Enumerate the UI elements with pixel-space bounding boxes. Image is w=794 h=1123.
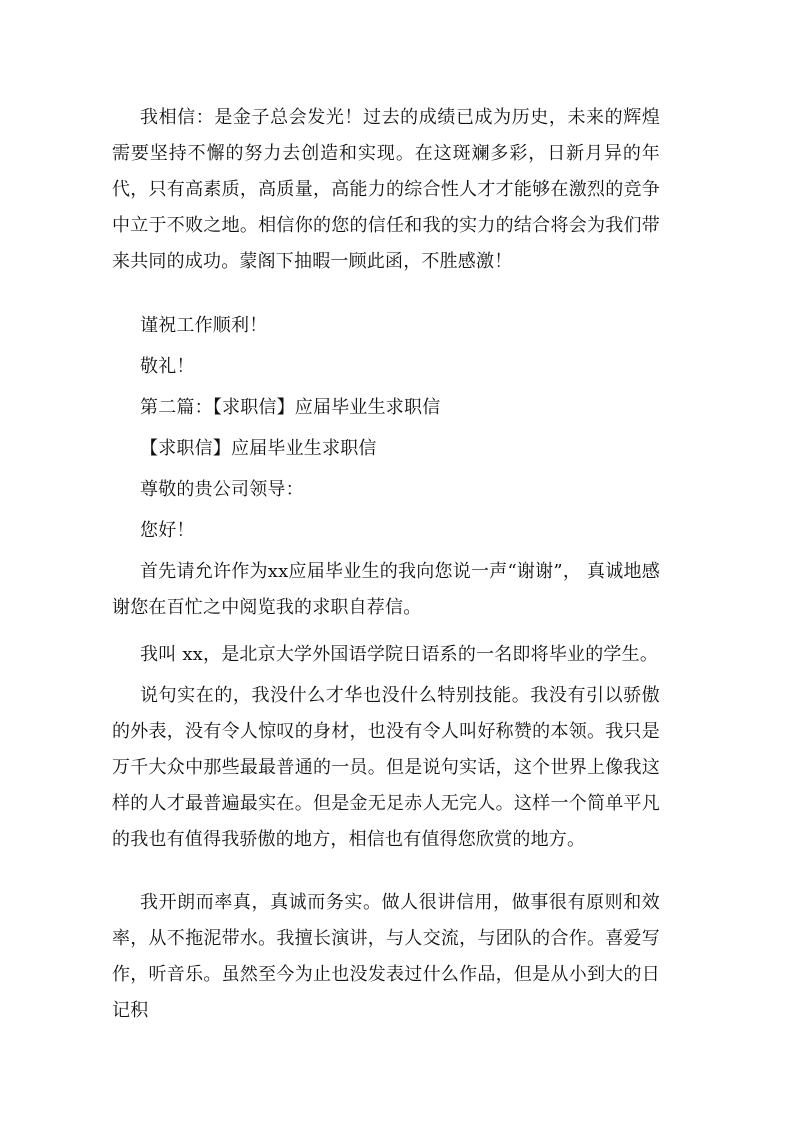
paragraph-wishes: 谨祝工作顺利！ — [140, 315, 268, 336]
greeting-hello: 您好！ — [140, 520, 195, 541]
paragraph-salute: 敬礼！ — [140, 356, 195, 377]
paragraph-self-description: 说句实在的，我没什么才华也没什么特别技能。我没有引以骄傲的外表，没有令人惊叹的身材，也没有令人叫好称赞的本领。我只是万千大众中那些最最普通的一员。但是说句实话，这个世界上像我这样的人才最普遍最实在。但是金无足赤人无完人。这样一个简单平凡的我也有值得我骄傲的地方，相信也有值得您欣赏的地方。 — [112, 685, 660, 850]
paragraph-personality: 我开朗而率真，真诚而务实。做人很讲信用，做事很有原则和效率，从不拖泥带水。我擅长演讲，与人交流，与团队的合作。喜爱写作，听音乐。虽然至今为止也没发表过什么作品，但是从小到大的日记积 — [112, 892, 660, 1021]
paragraph-thanks: 首先请允许作为xx应届毕业生的我向您说一声“谢谢”， 真诚地感谢您在百忙之中阅览我的求职自荐信。 — [112, 561, 660, 618]
greeting-salutation: 尊敬的贵公司领导： — [140, 479, 304, 500]
paragraph-closing-statement: 我相信：是金子总会发光！过去的成绩已成为历史，未来的辉煌需要坚持不懈的努力去创造和实现。在这斑斓多彩，日新月异的年代，只有高素质，高质量，高能力的综合性人才才能够在激烈的竞争中立于不败之地。相信你的您的信任和我的实力的结合将会为我们带来共同的成功。蒙阁下抽暇一顾此函，不胜感激！ — [112, 107, 660, 272]
letter-title: 【求职信】应届毕业生求职信 — [140, 438, 377, 459]
section-heading: 第二篇：【求职信】应届毕业生求职信 — [140, 397, 441, 418]
paragraph-introduction: 我叫 xx，是北京大学外国语学院日语系的一名即将毕业的学生。 — [140, 644, 659, 665]
